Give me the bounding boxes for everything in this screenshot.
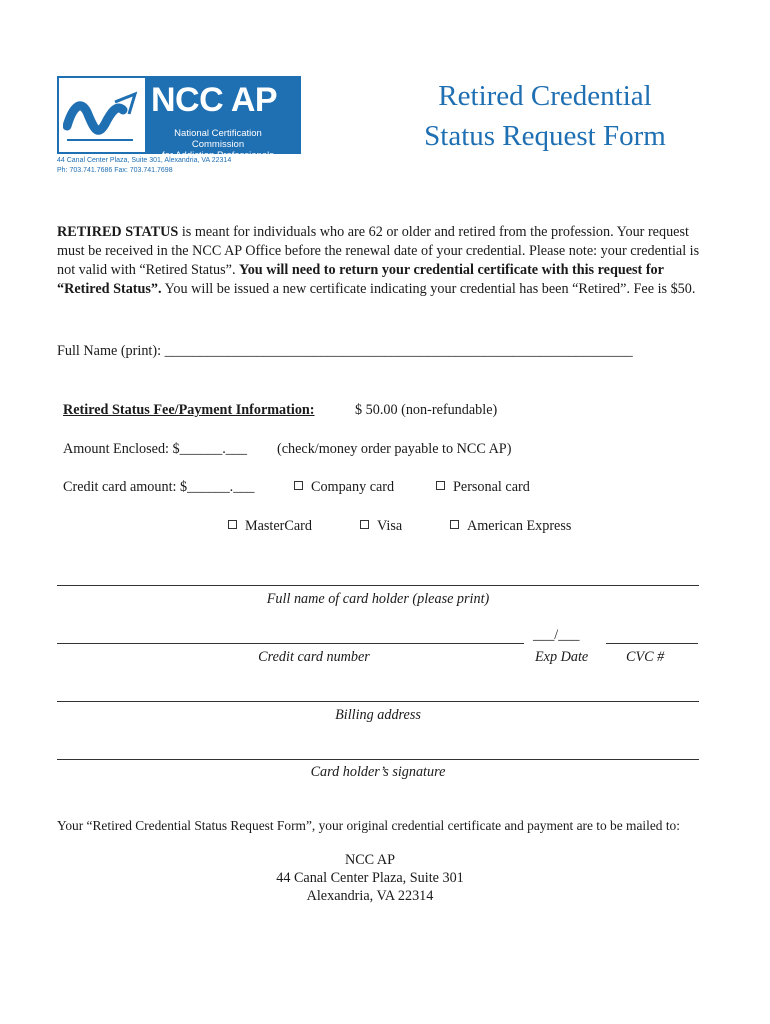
check-note: (check/money order payable to NCC AP) xyxy=(277,441,512,457)
cvc-caption: CVC # xyxy=(626,649,665,665)
office-phone: Ph: 703.741.7686 Fax: 703.741.7698 xyxy=(57,167,173,174)
intro-lead: RETIRED STATUS xyxy=(57,224,179,240)
amex-checkbox[interactable] xyxy=(450,520,459,529)
full-name-blank[interactable]: __________________________________________________________________ xyxy=(164,343,633,359)
payment-heading: Retired Status Fee/Payment Information: xyxy=(63,402,315,418)
wave-logo-icon xyxy=(63,86,139,148)
mastercard-checkbox[interactable] xyxy=(228,520,237,529)
personal-card-option[interactable] xyxy=(436,478,530,496)
signature-line[interactable] xyxy=(57,759,699,760)
form-title xyxy=(400,76,690,156)
holder-name-line[interactable] xyxy=(57,585,699,586)
intro-part-1: is meant for individuals who are 62 or older and retired from the profession. Your request must be received in the NCC AP Office before the renewal date of your credential. Please note: your credential is not valid with “Retired Status”. xyxy=(57,224,700,278)
form-title-line-1: Retired Credential xyxy=(438,80,652,112)
intro-paragraph xyxy=(57,223,702,299)
fee-amount: $ 50.00 (non-refundable) xyxy=(355,402,498,418)
card-number-line[interactable] xyxy=(57,643,524,644)
intro-part-3: You will be issued a new certificate indicating your credential has been “Retired”. Fee is $50. xyxy=(161,281,696,297)
amex-label: American Express xyxy=(467,518,572,534)
personal-card-label: Personal card xyxy=(453,479,530,495)
mail-line-2: 44 Canal Center Plaza, Suite 301 xyxy=(276,870,464,886)
mastercard-option[interactable] xyxy=(228,517,312,535)
company-card-label: Company card xyxy=(311,479,395,495)
form-title-line-2: Status Request Form xyxy=(424,120,666,152)
card-number-caption: Credit card number xyxy=(258,649,370,665)
logo-title: NCC AP xyxy=(151,81,278,119)
mail-line-3: Alexandria, VA 22314 xyxy=(306,888,434,904)
exp-date-blank[interactable]: ___/___ xyxy=(533,627,580,643)
visa-option[interactable] xyxy=(360,517,402,535)
mailing-instruction: Your “Retired Credential Status Request Form”, your original credential certificate and payment are to be mailed to: xyxy=(57,818,680,833)
mastercard-label: MasterCard xyxy=(245,518,312,534)
full-name-label: Full Name (print): xyxy=(57,343,165,359)
logo-subtitle-line-1: National Certification Commission xyxy=(174,128,262,150)
billing-address-caption: Billing address xyxy=(335,707,421,723)
personal-card-checkbox[interactable] xyxy=(436,481,445,490)
visa-label: Visa xyxy=(377,518,403,534)
exp-date-caption: Exp Date xyxy=(535,649,589,665)
logo-subtitle-line-2: for Addiction Professionals xyxy=(162,150,274,161)
billing-address-line[interactable] xyxy=(57,701,699,702)
holder-name-caption: Full name of card holder (please print) xyxy=(266,591,490,607)
office-address: 44 Canal Center Plaza, Suite 301, Alexandria, VA 22314 xyxy=(57,157,232,164)
logo-blue-panel xyxy=(145,78,299,161)
full-name-field[interactable] xyxy=(57,342,633,360)
amex-option[interactable] xyxy=(450,517,571,535)
intro-bold-note: You will need to return your credential certificate with this request for “Retired Status”. xyxy=(57,262,664,297)
amount-enclosed-field[interactable]: Amount Enclosed: $______.___ xyxy=(63,441,248,457)
cvc-line[interactable] xyxy=(606,643,698,644)
signature-caption: Card holder’s signature xyxy=(310,764,446,780)
company-card-option[interactable] xyxy=(294,478,394,496)
credit-card-amount-field[interactable]: Credit card amount: $______.___ xyxy=(63,479,255,495)
company-card-checkbox[interactable] xyxy=(294,481,303,490)
visa-checkbox[interactable] xyxy=(360,520,369,529)
mail-line-1: NCC AP xyxy=(344,852,396,868)
